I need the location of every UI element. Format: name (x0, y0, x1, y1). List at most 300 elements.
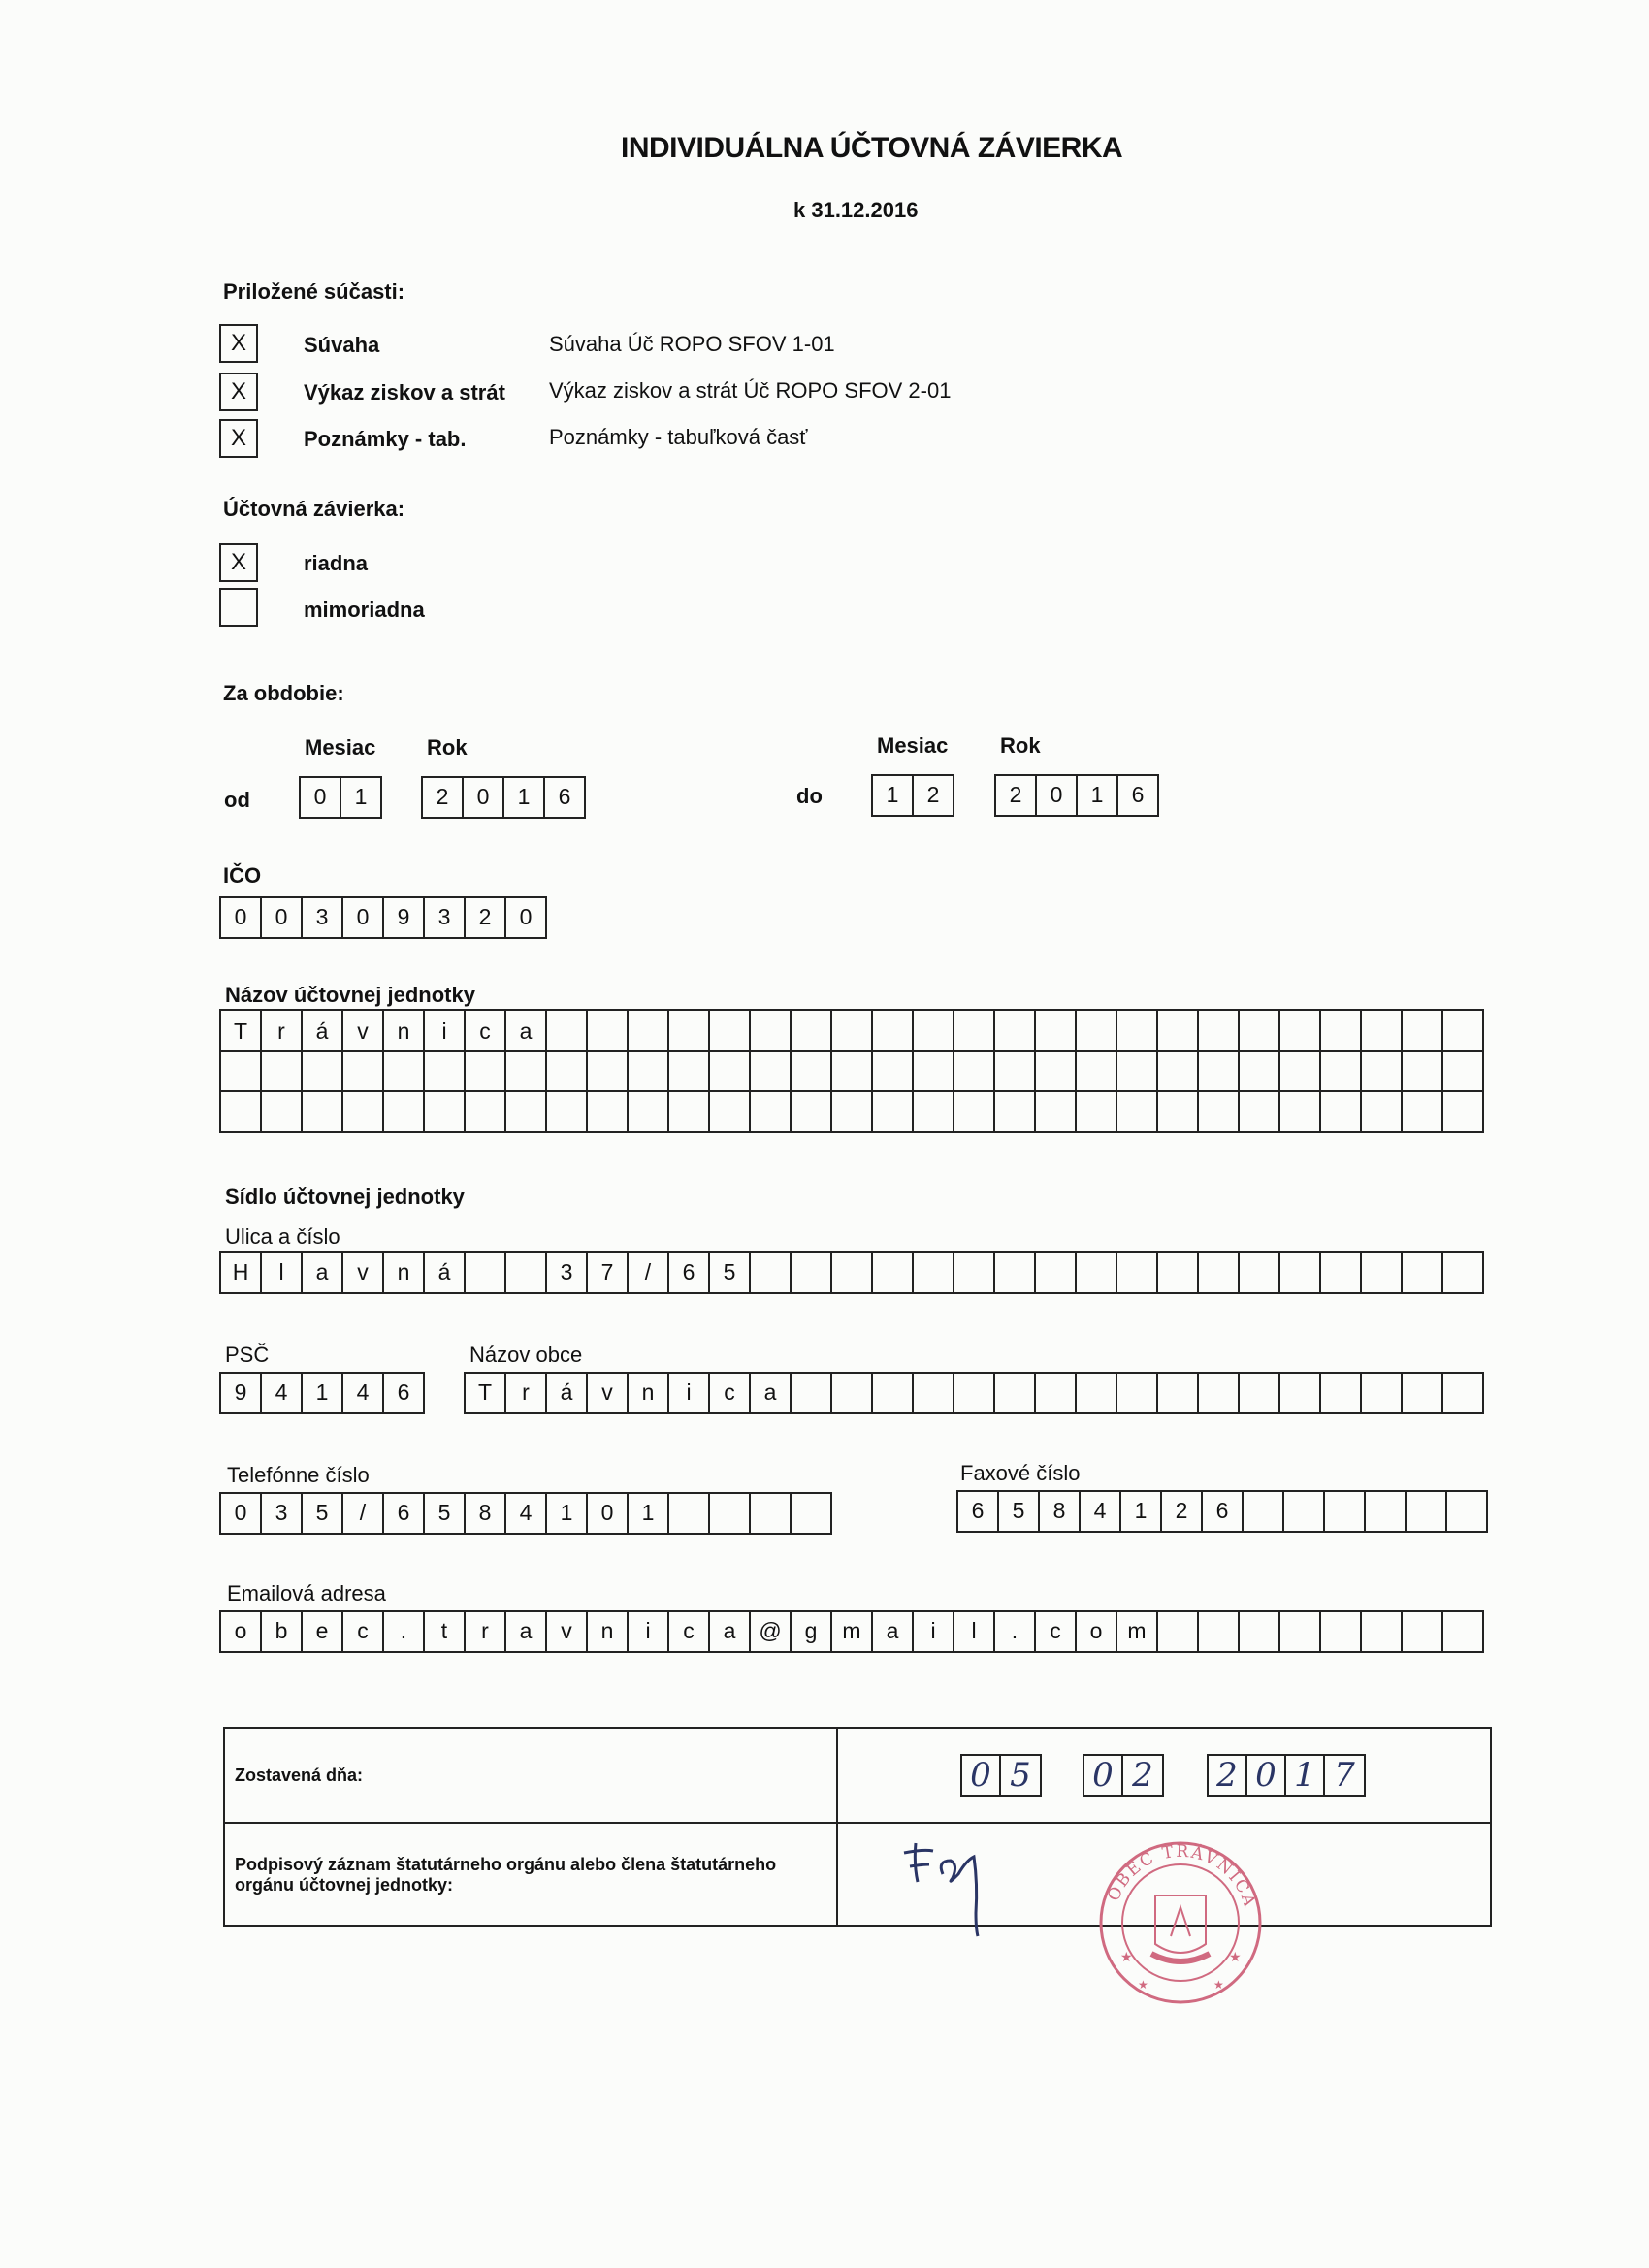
to-month-field[interactable] (871, 774, 954, 817)
char-cell: 0 (962, 1756, 1001, 1795)
char-cell: 0 (1247, 1756, 1286, 1795)
char-cell: 2 (466, 898, 506, 937)
svg-text:★: ★ (1229, 1949, 1242, 1964)
attachment-name: Súvaha (304, 333, 380, 357)
char-cell (832, 1092, 873, 1133)
char-cell: 2 (996, 776, 1037, 815)
char-cell (832, 1052, 873, 1092)
char-cell (629, 1011, 669, 1052)
char-cell: 1 (1286, 1756, 1325, 1795)
char-cell: n (629, 1374, 669, 1412)
char-cell: 2 (1162, 1492, 1203, 1531)
char-cell (547, 1011, 588, 1052)
char-cell (1077, 1052, 1117, 1092)
char-cell (1321, 1092, 1362, 1133)
char-cell (954, 1092, 995, 1133)
char-cell (914, 1253, 954, 1292)
street-label: Ulica a číslo (225, 1224, 340, 1248)
char-cell: 1 (547, 1494, 588, 1533)
closing-option: mimoriadna (304, 598, 425, 622)
char-cell (1199, 1612, 1240, 1651)
char-cell: 3 (425, 898, 466, 937)
char-cell (751, 1052, 792, 1092)
char-cell (1240, 1374, 1280, 1412)
char-cell: 9 (221, 1374, 262, 1412)
attachment-name: Poznámky - tab. (304, 427, 467, 451)
char-cell (832, 1011, 873, 1052)
char-cell (995, 1253, 1036, 1292)
char-cell: 4 (262, 1374, 303, 1412)
char-cell: 0 (221, 1494, 262, 1533)
char-cell: 3 (262, 1494, 303, 1533)
char-cell: á (303, 1011, 343, 1052)
char-cell (710, 1092, 751, 1133)
char-cell (1280, 1374, 1321, 1412)
char-cell (954, 1374, 995, 1412)
char-cell (343, 1092, 384, 1133)
zip-label: PSČ (225, 1343, 270, 1367)
char-cell (262, 1092, 303, 1133)
char-cell (221, 1052, 262, 1092)
char-cell (1240, 1052, 1280, 1092)
char-cell (1362, 1052, 1403, 1092)
town-field[interactable] (464, 1372, 1484, 1414)
char-cell (1199, 1374, 1240, 1412)
char-cell: 4 (506, 1494, 547, 1533)
char-cell (954, 1052, 995, 1092)
char-cell (1199, 1011, 1240, 1052)
month-label: Mesiac (305, 735, 376, 760)
char-cell: 5 (425, 1494, 466, 1533)
char-cell: 6 (1118, 776, 1159, 815)
char-cell (710, 1052, 751, 1092)
char-cell: 2 (1132, 1756, 1153, 1795)
char-cell: 0 (1084, 1756, 1123, 1795)
char-cell (669, 1494, 710, 1533)
char-cell: 0 (506, 898, 547, 937)
char-cell (1280, 1253, 1321, 1292)
char-cell: . (384, 1612, 425, 1651)
char-cell: 0 (301, 778, 341, 817)
char-cell (792, 1092, 832, 1133)
char-cell (914, 1374, 954, 1412)
char-cell (1117, 1374, 1158, 1412)
char-cell (873, 1253, 914, 1292)
attachment-name: Výkaz ziskov a strát (304, 380, 505, 405)
char-cell: 1 (629, 1494, 669, 1533)
phone-label: Telefónne číslo (227, 1463, 370, 1487)
char-cell: l (262, 1253, 303, 1292)
char-cell: 2 (1209, 1756, 1247, 1795)
char-cell (1158, 1052, 1199, 1092)
char-cell: 8 (1040, 1492, 1081, 1531)
char-cell (792, 1253, 832, 1292)
char-cell (914, 1052, 954, 1092)
email-field[interactable] (219, 1610, 1484, 1653)
char-cell (832, 1374, 873, 1412)
char-cell (1077, 1011, 1117, 1052)
char-cell: a (303, 1253, 343, 1292)
char-cell (1321, 1612, 1362, 1651)
char-cell (547, 1092, 588, 1133)
char-cell: b (262, 1612, 303, 1651)
char-cell: a (873, 1612, 914, 1651)
char-cell (1036, 1253, 1077, 1292)
char-cell (1362, 1011, 1403, 1052)
char-cell: r (262, 1011, 303, 1052)
char-cell: á (425, 1253, 466, 1292)
char-cell: 6 (669, 1253, 710, 1292)
char-cell: a (751, 1374, 792, 1412)
char-cell (1199, 1092, 1240, 1133)
attachment-desc: Výkaz ziskov a strát Úč ROPO SFOV 2-01 (549, 378, 952, 403)
char-cell (1321, 1253, 1362, 1292)
char-cell: m (1117, 1612, 1158, 1651)
char-cell: 0 (588, 1494, 629, 1533)
char-cell (1362, 1612, 1403, 1651)
char-cell (588, 1011, 629, 1052)
signature-mark (894, 1835, 1011, 1942)
char-cell: H (221, 1253, 262, 1292)
char-cell: n (384, 1253, 425, 1292)
char-cell: 0 (221, 898, 262, 937)
phone-field[interactable] (219, 1492, 832, 1535)
char-cell: / (343, 1494, 384, 1533)
char-cell (954, 1253, 995, 1292)
char-cell (792, 1374, 832, 1412)
char-cell (466, 1052, 506, 1092)
char-cell (425, 1092, 466, 1133)
zip-field[interactable] (219, 1372, 425, 1414)
compiled-day-field[interactable] (960, 1754, 1042, 1797)
char-cell (1158, 1253, 1199, 1292)
char-cell (221, 1092, 262, 1133)
to-label: do (796, 784, 823, 808)
char-cell: 6 (545, 778, 586, 817)
svg-text:★: ★ (1120, 1949, 1133, 1964)
char-cell (669, 1052, 710, 1092)
char-cell: 0 (464, 778, 504, 817)
checkbox-suvaha[interactable]: X (219, 324, 258, 363)
char-cell (1284, 1492, 1325, 1531)
char-cell (425, 1052, 466, 1092)
char-cell (1403, 1374, 1443, 1412)
char-cell (343, 1052, 384, 1092)
town-label: Názov obce (469, 1343, 583, 1367)
char-cell (1036, 1011, 1077, 1052)
char-cell: n (588, 1612, 629, 1651)
attachment-desc: Poznámky - tabuľková časť (549, 425, 808, 449)
char-cell (1158, 1011, 1199, 1052)
char-cell (792, 1011, 832, 1052)
char-cell: e (303, 1612, 343, 1651)
char-cell (1244, 1492, 1284, 1531)
char-cell: 3 (547, 1253, 588, 1292)
closing-heading: Účtovná závierka: (223, 497, 405, 521)
char-cell: c (710, 1374, 751, 1412)
char-cell (1240, 1253, 1280, 1292)
char-cell (954, 1011, 995, 1052)
char-cell (1158, 1612, 1199, 1651)
char-cell (1036, 1374, 1077, 1412)
from-month-field[interactable] (299, 776, 382, 819)
char-cell (1117, 1092, 1158, 1133)
compiled-label: Zostavená dňa: (235, 1766, 364, 1785)
char-cell (466, 1092, 506, 1133)
char-cell (669, 1011, 710, 1052)
char-cell: 4 (1081, 1492, 1121, 1531)
char-cell: a (710, 1612, 751, 1651)
fax-label: Faxové číslo (960, 1461, 1081, 1485)
char-cell: n (384, 1011, 425, 1052)
table-divider (225, 1822, 1490, 1824)
char-cell (1447, 1492, 1488, 1531)
char-cell (1199, 1052, 1240, 1092)
char-cell: 0 (262, 898, 303, 937)
char-cell (1158, 1374, 1199, 1412)
char-cell: r (506, 1374, 547, 1412)
char-cell: l (954, 1612, 995, 1651)
char-cell (995, 1011, 1036, 1052)
char-cell (1240, 1612, 1280, 1651)
char-cell (1362, 1374, 1403, 1412)
char-cell: T (466, 1374, 506, 1412)
char-cell (629, 1092, 669, 1133)
char-cell: 1 (341, 778, 382, 817)
char-cell (262, 1052, 303, 1092)
year-label: Rok (1000, 733, 1041, 758)
char-cell (588, 1052, 629, 1092)
char-cell (995, 1374, 1036, 1412)
char-cell: @ (751, 1612, 792, 1651)
compiled-year-field[interactable] (1207, 1754, 1366, 1797)
to-year-field[interactable] (994, 774, 1159, 817)
stamp-text: OBEC TRÁVNICA (1104, 1841, 1260, 1911)
char-cell: / (629, 1253, 669, 1292)
char-cell: 4 (343, 1374, 384, 1412)
char-cell: 0 (343, 898, 384, 937)
char-cell: 7 (1334, 1756, 1355, 1795)
from-year-field[interactable] (421, 776, 586, 819)
signature-table (223, 1727, 1492, 1992)
char-cell (1443, 1011, 1484, 1052)
month-label: Mesiac (877, 733, 949, 758)
char-cell (1443, 1092, 1484, 1133)
char-cell: r (466, 1612, 506, 1651)
char-cell: 3 (303, 898, 343, 937)
char-cell (792, 1052, 832, 1092)
char-cell (751, 1494, 792, 1533)
signature-label: Podpisový záznam štatutárneho orgánu alebo člena štatutárneho orgánu účtovnej jednotky: (235, 1855, 777, 1895)
char-cell (751, 1011, 792, 1052)
char-cell (1403, 1011, 1443, 1052)
table-divider (836, 1729, 838, 1925)
char-cell: i (914, 1612, 954, 1651)
char-cell (1403, 1052, 1443, 1092)
char-cell: m (832, 1612, 873, 1651)
char-cell (1443, 1052, 1484, 1092)
char-cell: v (588, 1374, 629, 1412)
char-cell (303, 1092, 343, 1133)
char-cell (506, 1253, 547, 1292)
char-cell (1117, 1253, 1158, 1292)
char-cell (1036, 1092, 1077, 1133)
unit-name-label: Názov účtovnej jednotky (225, 983, 475, 1007)
char-cell (1362, 1253, 1403, 1292)
char-cell: 8 (466, 1494, 506, 1533)
checkbox-riadna[interactable]: X (219, 543, 258, 582)
char-cell (914, 1011, 954, 1052)
char-cell (1362, 1092, 1403, 1133)
char-cell (1406, 1492, 1447, 1531)
char-cell (710, 1011, 751, 1052)
char-cell: . (995, 1612, 1036, 1651)
char-cell: 6 (384, 1494, 425, 1533)
char-cell (506, 1092, 547, 1133)
char-cell (1443, 1253, 1484, 1292)
char-cell (1403, 1253, 1443, 1292)
char-cell (1403, 1092, 1443, 1133)
document-title: INDIVIDUÁLNA ÚČTOVNÁ ZÁVIERKA (621, 132, 1123, 164)
year-label: Rok (427, 735, 468, 760)
char-cell: i (425, 1011, 466, 1052)
attachments-heading: Priložené súčasti: (223, 279, 405, 304)
checkbox-mimoriadna[interactable] (219, 588, 258, 627)
char-cell: v (343, 1011, 384, 1052)
char-cell (669, 1092, 710, 1133)
char-cell (1199, 1253, 1240, 1292)
char-cell (1280, 1052, 1321, 1092)
char-cell: 1 (1078, 776, 1118, 815)
char-cell: 5 (303, 1494, 343, 1533)
char-cell: 1 (504, 778, 545, 817)
char-cell: 1 (303, 1374, 343, 1412)
char-cell: c (669, 1612, 710, 1651)
char-cell: v (343, 1253, 384, 1292)
street-field[interactable] (219, 1251, 1484, 1294)
char-cell (1117, 1052, 1158, 1092)
char-cell (1443, 1374, 1484, 1412)
compiled-month-field[interactable] (1083, 1754, 1164, 1797)
char-cell (588, 1092, 629, 1133)
char-cell (506, 1052, 547, 1092)
char-cell (303, 1052, 343, 1092)
char-cell (1443, 1612, 1484, 1651)
char-cell (792, 1494, 832, 1533)
closing-option: riadna (304, 551, 369, 575)
char-cell (1325, 1492, 1366, 1531)
char-cell (1240, 1011, 1280, 1052)
char-cell (547, 1052, 588, 1092)
char-cell (710, 1494, 751, 1533)
char-cell: 6 (958, 1492, 999, 1531)
fax-field[interactable] (956, 1490, 1488, 1533)
char-cell (1240, 1092, 1280, 1133)
char-cell: t (425, 1612, 466, 1651)
char-cell: o (221, 1612, 262, 1651)
char-cell: 1 (1121, 1492, 1162, 1531)
char-cell (832, 1253, 873, 1292)
char-cell (1321, 1374, 1362, 1412)
stamp-seal (1093, 1835, 1268, 2010)
char-cell (1036, 1052, 1077, 1092)
char-cell: a (506, 1612, 547, 1651)
char-cell (1403, 1612, 1443, 1651)
char-cell: á (547, 1374, 588, 1412)
period-heading: Za obdobie: (223, 681, 344, 705)
char-cell (1077, 1374, 1117, 1412)
char-cell (751, 1092, 792, 1133)
char-cell: 1 (873, 776, 914, 815)
svg-text:★: ★ (1213, 1978, 1224, 1992)
char-cell (873, 1052, 914, 1092)
char-cell: c (343, 1612, 384, 1651)
char-cell: g (792, 1612, 832, 1651)
char-cell (995, 1052, 1036, 1092)
char-cell: 6 (384, 1374, 425, 1412)
char-cell: T (221, 1011, 262, 1052)
char-cell (914, 1092, 954, 1133)
char-cell (873, 1011, 914, 1052)
char-cell (873, 1092, 914, 1133)
char-cell (1366, 1492, 1406, 1531)
attachment-desc: Súvaha Úč ROPO SFOV 1-01 (549, 332, 835, 356)
char-cell (873, 1374, 914, 1412)
char-cell: 5 (1010, 1756, 1031, 1795)
char-cell: a (506, 1011, 547, 1052)
char-cell: 5 (710, 1253, 751, 1292)
char-cell (751, 1253, 792, 1292)
char-cell (1321, 1011, 1362, 1052)
char-cell: v (547, 1612, 588, 1651)
char-cell: o (1077, 1612, 1117, 1651)
char-cell (384, 1052, 425, 1092)
char-cell: i (629, 1612, 669, 1651)
char-cell (995, 1092, 1036, 1133)
char-cell: 6 (1203, 1492, 1244, 1531)
char-cell (1117, 1011, 1158, 1052)
char-cell (384, 1092, 425, 1133)
document-date: k 31.12.2016 (793, 198, 919, 222)
char-cell: i (669, 1374, 710, 1412)
ico-label: IČO (223, 863, 262, 888)
char-cell: c (466, 1011, 506, 1052)
email-label: Emailová adresa (227, 1581, 386, 1605)
char-cell (1321, 1052, 1362, 1092)
checkbox-vykaz[interactable]: X (219, 373, 258, 411)
char-cell (1280, 1092, 1321, 1133)
char-cell (466, 1253, 506, 1292)
char-cell: 2 (914, 776, 954, 815)
char-cell (1280, 1612, 1321, 1651)
char-cell (629, 1052, 669, 1092)
char-cell: 2 (423, 778, 464, 817)
char-cell (1077, 1092, 1117, 1133)
checkbox-poznamky[interactable]: X (219, 419, 258, 458)
unit-name-field[interactable] (219, 1009, 1484, 1133)
address-heading: Sídlo účtovnej jednotky (225, 1184, 465, 1209)
svg-text:★: ★ (1138, 1978, 1148, 1992)
ico-field[interactable] (219, 896, 547, 939)
char-cell: 0 (1037, 776, 1078, 815)
char-cell: 5 (999, 1492, 1040, 1531)
char-cell: 9 (384, 898, 425, 937)
char-cell (1077, 1253, 1117, 1292)
char-cell (1280, 1011, 1321, 1052)
from-label: od (224, 788, 250, 812)
char-cell: 7 (588, 1253, 629, 1292)
char-cell: c (1036, 1612, 1077, 1651)
